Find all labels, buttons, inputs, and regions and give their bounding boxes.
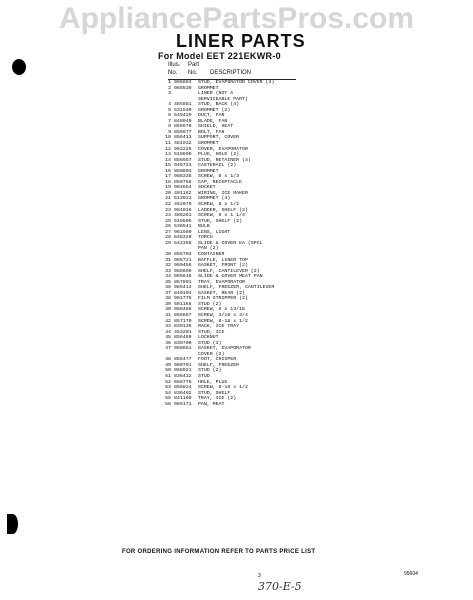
illus-number: 10 <box>165 135 171 141</box>
part-number: 856677 <box>174 129 192 135</box>
part-description: STUD, SHELF (2) <box>198 218 243 224</box>
column-header-row1 <box>168 62 199 68</box>
illus-number: 41 <box>165 312 171 318</box>
part-number: 850603 <box>174 168 192 174</box>
part-number: 856477 <box>174 357 192 363</box>
illus-number: 34 <box>165 274 171 280</box>
part-description: SHIELD, HEAT <box>198 124 234 130</box>
part-description: BULB <box>198 224 210 230</box>
part-number: 988921 <box>174 368 192 374</box>
part-number: 988488 <box>174 307 192 313</box>
illus-number: 27 <box>165 229 171 235</box>
part-number: 841160 <box>174 396 192 402</box>
part-description: GROMMET <box>198 168 219 174</box>
illus-number: 21 <box>165 196 171 202</box>
part-number: 538541 <box>174 224 192 230</box>
part-description: STUD, EVAPORATOR COVER (3) <box>198 80 275 85</box>
illus-number: 25 <box>165 218 171 224</box>
binder-hole-top <box>12 59 26 75</box>
illus-number: 22 <box>165 202 171 208</box>
part-description: SCREW, 8 x 13/16 <box>198 307 245 313</box>
part-description: GROMMET (2) <box>198 107 231 113</box>
illus-number: 19 <box>165 185 171 191</box>
part-number: 836492 <box>174 390 192 396</box>
part-description: STUD (3) <box>198 340 222 346</box>
part-description: FILM STRIPPER (2) <box>198 296 248 302</box>
part-description: LADDER, SHELF (2) <box>198 207 248 213</box>
part-description: FOOT, CRISPER <box>198 357 237 363</box>
illus-number: 49 <box>165 362 171 368</box>
part-description: WIRING, ICE MAKER <box>198 190 248 196</box>
part-description: SCREW, 8 x 1/2 <box>198 202 240 208</box>
part-number: 839136 <box>174 324 192 330</box>
illus-number: 23 <box>165 207 171 213</box>
part-description: STUD, RETAINER (4) <box>198 157 251 163</box>
part-number: 486281 <box>174 213 192 219</box>
illus-number: 52 <box>165 379 171 385</box>
part-description: SCREW, 8 x 1/3 <box>198 174 240 180</box>
model-subtitle: For Model EET 221EKWR-0 <box>158 51 281 61</box>
illus-number: 18 <box>165 179 171 185</box>
part-number: 856489 <box>174 335 192 341</box>
part-number: 968539 <box>174 85 192 91</box>
part-description: TORCH <box>198 235 213 241</box>
part-description: STUD, BACK (4) <box>198 102 240 108</box>
illus-number: 47 <box>165 346 171 352</box>
part-description: RACK, ICE TRAY <box>198 324 240 330</box>
part-description: TRAY, EVAPORATOR <box>198 279 245 285</box>
part-description: LINER (NOT A <box>198 91 234 97</box>
illus-number: 7 <box>168 118 171 124</box>
part-number: 848320 <box>174 235 192 241</box>
part-description: HOLE, PLUG <box>198 379 228 385</box>
part-number: 985171 <box>174 401 192 407</box>
document-code: 95604 <box>404 571 418 577</box>
part-number: 982225 <box>174 146 192 152</box>
illus-number: 40 <box>165 307 171 313</box>
part-description: PLUG, HOLE (2) <box>198 152 240 158</box>
part-number: 856657 <box>174 157 192 163</box>
part-number: 945723 <box>174 163 192 169</box>
part-description: GASKET, REAR (2) <box>198 290 245 296</box>
part-number: 542358 <box>174 240 192 246</box>
part-number: 856411 <box>174 135 192 141</box>
illus-number: 11 <box>165 141 171 147</box>
illus-number: 32 <box>165 263 171 269</box>
part-description: COVER (2) <box>198 351 225 357</box>
illus-number: 38 <box>165 296 171 302</box>
part-number: 988335 <box>174 174 192 180</box>
illus-number: 46 <box>165 340 171 346</box>
part-description: SLIDE & COVER EA (SPCL <box>198 240 263 246</box>
part-number: 658776 <box>174 379 192 385</box>
header-no-part: No. <box>188 70 198 76</box>
illus-number: 36 <box>165 285 171 291</box>
part-description: GROMMET <box>198 85 219 91</box>
part-description: STUD, ICE <box>198 329 225 335</box>
header-description: DESCRIPTION <box>210 70 252 76</box>
illus-number: 8 <box>168 124 171 130</box>
illus-number: 42 <box>165 318 171 324</box>
part-description: BLADE, FAN <box>198 118 228 124</box>
part-description: STUD, SHELF <box>198 390 231 396</box>
part-description: PAN (2) <box>198 246 219 252</box>
part-description: LENS, LIGHT <box>198 229 231 235</box>
illus-number: 29 <box>165 240 171 246</box>
illus-number: 56 <box>165 401 171 407</box>
part-number: 856824 <box>174 385 192 391</box>
part-description: SHELF, FREEZER, CANTILEVER <box>198 285 275 291</box>
illus-number: 1 <box>168 80 171 85</box>
part-number: 961560 <box>174 229 192 235</box>
illus-number: 50 <box>165 368 171 374</box>
part-description: SERVICEABLE PART) <box>198 96 248 102</box>
part-number: 965616 <box>174 274 192 280</box>
part-description: SHELF, CANTILEVER (2) <box>198 268 260 274</box>
page-title: LINER PARTS <box>176 31 306 51</box>
illus-number: 15 <box>165 163 171 169</box>
part-number: 513923 <box>174 196 192 202</box>
part-description: TRAY, ICE (2) <box>198 396 237 402</box>
part-number: 491162 <box>174 190 192 196</box>
part-number: 960456 <box>174 263 192 269</box>
illus-number: 26 <box>165 224 171 230</box>
illus-number: 51 <box>165 373 171 379</box>
illus-number: 48 <box>165 357 171 363</box>
illus-number: 13 <box>165 152 171 158</box>
illus-number: 30 <box>165 251 171 257</box>
part-description: SLIDE & COVER MEAT PAN <box>198 274 263 280</box>
part-number: 840103 <box>174 290 192 296</box>
illus-number: 9 <box>168 129 171 135</box>
part-number: 984016 <box>174 207 192 213</box>
part-number: 481932 <box>174 141 192 147</box>
illus-number: 44 <box>165 329 171 335</box>
part-number: 501165 <box>174 301 192 307</box>
part-description: CONTAINER <box>198 251 225 257</box>
table-row <box>162 402 352 408</box>
part-number: 856679 <box>174 124 192 130</box>
part-number: 857801 <box>174 279 192 285</box>
illus-number: 45 <box>165 335 171 341</box>
part-number: 961775 <box>174 296 192 302</box>
part-number: 839700 <box>174 340 192 346</box>
illus-number: 2 <box>168 85 171 91</box>
illus-number: 3 <box>168 91 171 97</box>
part-number: 965721 <box>174 257 192 263</box>
part-number: 857170 <box>174 318 192 324</box>
part-description: BOLT, FAN <box>198 129 225 135</box>
handwritten-note: 370-E-5 <box>258 580 302 593</box>
part-description: GROMMET (4) <box>198 196 231 202</box>
part-description: CASTERAIL (2) <box>198 163 237 169</box>
part-number: 453201 <box>174 329 192 335</box>
part-description: STUD (2) <box>198 301 222 307</box>
illus-number: 4 <box>168 102 171 108</box>
part-number: 531530 <box>174 107 192 113</box>
part-description: GROMMET <box>198 141 219 147</box>
part-number: 856703 <box>174 251 192 257</box>
illus-number: 43 <box>165 324 171 330</box>
part-description: SCREW, 8-18 x 1/2 <box>198 318 248 324</box>
part-description: STUD (2) <box>198 368 222 374</box>
ordering-footer: FOR ORDERING INFORMATION REFER TO PARTS PRICE LIST <box>122 549 316 555</box>
illus-number: 20 <box>165 190 171 196</box>
illus-number: 5 <box>168 107 171 113</box>
header-illus: Illus. <box>168 62 181 68</box>
part-number: 452070 <box>174 202 192 208</box>
part-description: COVER, EVAPORATOR <box>198 146 248 152</box>
site-watermark: AppliancePartsPros.com <box>58 2 415 35</box>
binder-hole-bottom <box>7 514 18 534</box>
illus-number: 31 <box>165 257 171 263</box>
part-description: BAFFLE, LINER TOP <box>198 257 248 263</box>
part-number: 986883 <box>174 80 192 85</box>
part-number: 960851 <box>174 346 192 352</box>
illus-number: 55 <box>165 396 171 402</box>
part-description: SCREW, 8 x 1 1/4 <box>198 213 245 219</box>
page-number: 3 <box>258 573 261 579</box>
part-number: 856687 <box>174 312 192 318</box>
part-description: LOCKNUT <box>198 335 219 341</box>
header-part: Part <box>188 62 200 68</box>
part-number: 985413 <box>174 285 192 291</box>
illus-number: 24 <box>165 213 171 219</box>
part-number: 980791 <box>174 362 192 368</box>
part-description: DUCT, FAN <box>198 113 225 119</box>
illus-number: 37 <box>165 290 171 296</box>
part-number: 549420 <box>174 113 192 119</box>
part-description: GASKET, EVAPORATOR <box>198 346 251 352</box>
part-number: 848040 <box>174 118 192 124</box>
part-number: 850758 <box>174 179 192 185</box>
illus-number: 28 <box>165 235 171 241</box>
illus-number: 54 <box>165 390 171 396</box>
part-description: SCREW, 8-18 x 1/2 <box>198 385 248 391</box>
part-description: SCREW, 3/16 x 3/4 <box>198 312 248 318</box>
header-no-illus: No. <box>168 70 178 76</box>
illus-number: 12 <box>165 146 171 152</box>
part-description: CAP, RECEPTACLE <box>198 179 243 185</box>
illus-number: 14 <box>165 157 171 163</box>
part-description: STUD <box>198 373 210 379</box>
illus-number: 17 <box>165 174 171 180</box>
parts-table <box>162 80 352 407</box>
part-description: SUPPORT, COVER <box>198 135 240 141</box>
illus-number: 16 <box>165 168 171 174</box>
part-number: 519609 <box>174 152 192 158</box>
illus-number: 33 <box>165 268 171 274</box>
part-number: 519505 <box>174 218 192 224</box>
part-number: 485881 <box>174 102 192 108</box>
part-description: PAN, MEAT <box>198 401 225 407</box>
illus-number: 35 <box>165 279 171 285</box>
part-description: SOCKET <box>198 185 216 191</box>
part-number: 985609 <box>174 268 192 274</box>
part-number: 836432 <box>174 373 192 379</box>
illus-number: 53 <box>165 385 171 391</box>
illus-number: 6 <box>168 113 171 119</box>
illus-number: 39 <box>165 301 171 307</box>
part-number: 904654 <box>174 185 192 191</box>
part-description: GASKET, FRONT (2) <box>198 263 248 269</box>
part-description: SHELF, FREEZER <box>198 362 240 368</box>
